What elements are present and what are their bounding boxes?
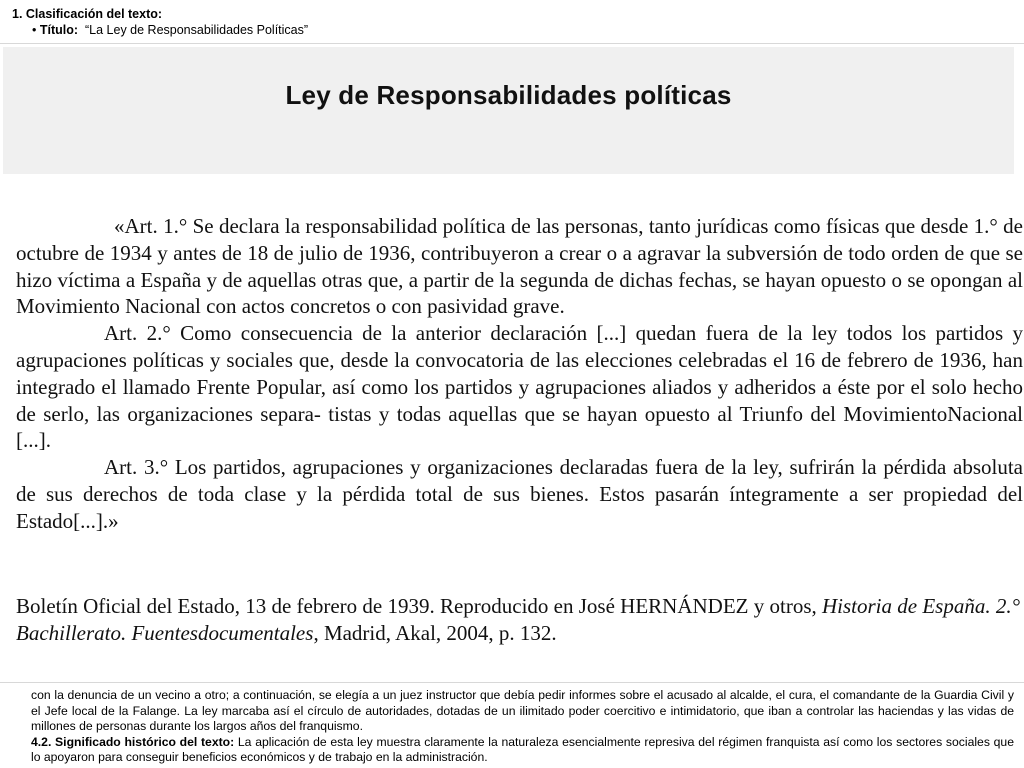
paragraph-significado: [31, 735, 1014, 766]
title-bullet: • Título: “La Ley de Responsabilidades Políticas”: [32, 23, 309, 37]
bottom-text: [31, 688, 1014, 766]
title-banner: [3, 47, 1014, 174]
law-excerpt: [16, 213, 1023, 535]
source-suffix: , Madrid, Akal, 2004, p. 132.: [313, 620, 557, 645]
document-image-overlay: [0, 44, 1024, 682]
article-2: Art. 2.° Como consecuencia de la anterior declaración [...] quedan fuera de la ley todos los partidos y agrupaciones políticas y sociales que, desde la convocatoria de las elecciones celebradas el 16 de febrero de 1936, han integrado el llamado Frente Popular, así como los partidos y agrupaciones aliados y adheridos a éste por el solo hecho de serlo, las organizaciones separa- tistas y todas aquellas que se hayan opuesto al Triunfo del MovimientoNacional [...].: [16, 321, 1023, 453]
bullet-text: “La Ley de Responsabilidades Políticas”: [85, 23, 309, 37]
classification-section: [12, 6, 308, 38]
significado-label: 4.2. Significado histórico del texto:: [31, 734, 235, 749]
paragraph-denuncia: con la denuncia de un vecino a otro; a continuación, se elegía a un juez instructor que debía pedir informes sobre el acusado al alcalde, el cura, el comandante de la Guardia Civil y el Jefe local de la Falange. La ley marcaba así el círculo de autoridades, dotadas de un ilimitado poder coercitivo e intimidatorio, que iban a controlar las haciendas y las vidas de millones de personas durante los largos años del franquismo.: [31, 688, 1014, 734]
section-heading: 1. Clasificación del texto:: [12, 7, 163, 21]
article-1: «Art. 1.° Se declara la responsabilidad política de las personas, tanto jurídicas como físicas que desde 1.° de octubre de 1934 y antes de 18 de julio de 1936, contribuyeron a crear o a agravar la subversión de todo orden de que se hizo víctima a España y de aquellas otras que, a partir de la segunda de dichas fechas, se hayan opuesto o se opongan al Movimiento Nacional con actos concretos o con pasividad grave.: [16, 214, 1023, 319]
significado-text: La aplicación de esta ley muestra claramente la naturaleza esencialmente represiva del régimen franquista así como los sectores sociales que lo apoyaron para conseguir beneficios económicos y de trabajo en la administración.: [31, 734, 1014, 765]
article-3: Art. 3.° Los partidos, agrupaciones y organizaciones declaradas fuera de la ley, sufrirán la pérdida absoluta de sus derechos de toda clase y la pérdida total de sus bienes. Estos pasarán íntegramente a ser propiedad del Estado[...].»: [16, 455, 1023, 533]
source-citation: [16, 593, 1023, 647]
bullet-label: Título:: [39, 23, 79, 37]
source-book-title: Historia de España. 2.° Bachillerato. Fuentesdocumentales: [16, 594, 1020, 645]
source-prefix: Boletín Oficial del Estado, 13 de febrero de 1939. Reproducido en José HERNÁNDEZ y otros,: [16, 594, 817, 618]
document-title: Ley de Responsabilidades políticas: [285, 80, 732, 110]
